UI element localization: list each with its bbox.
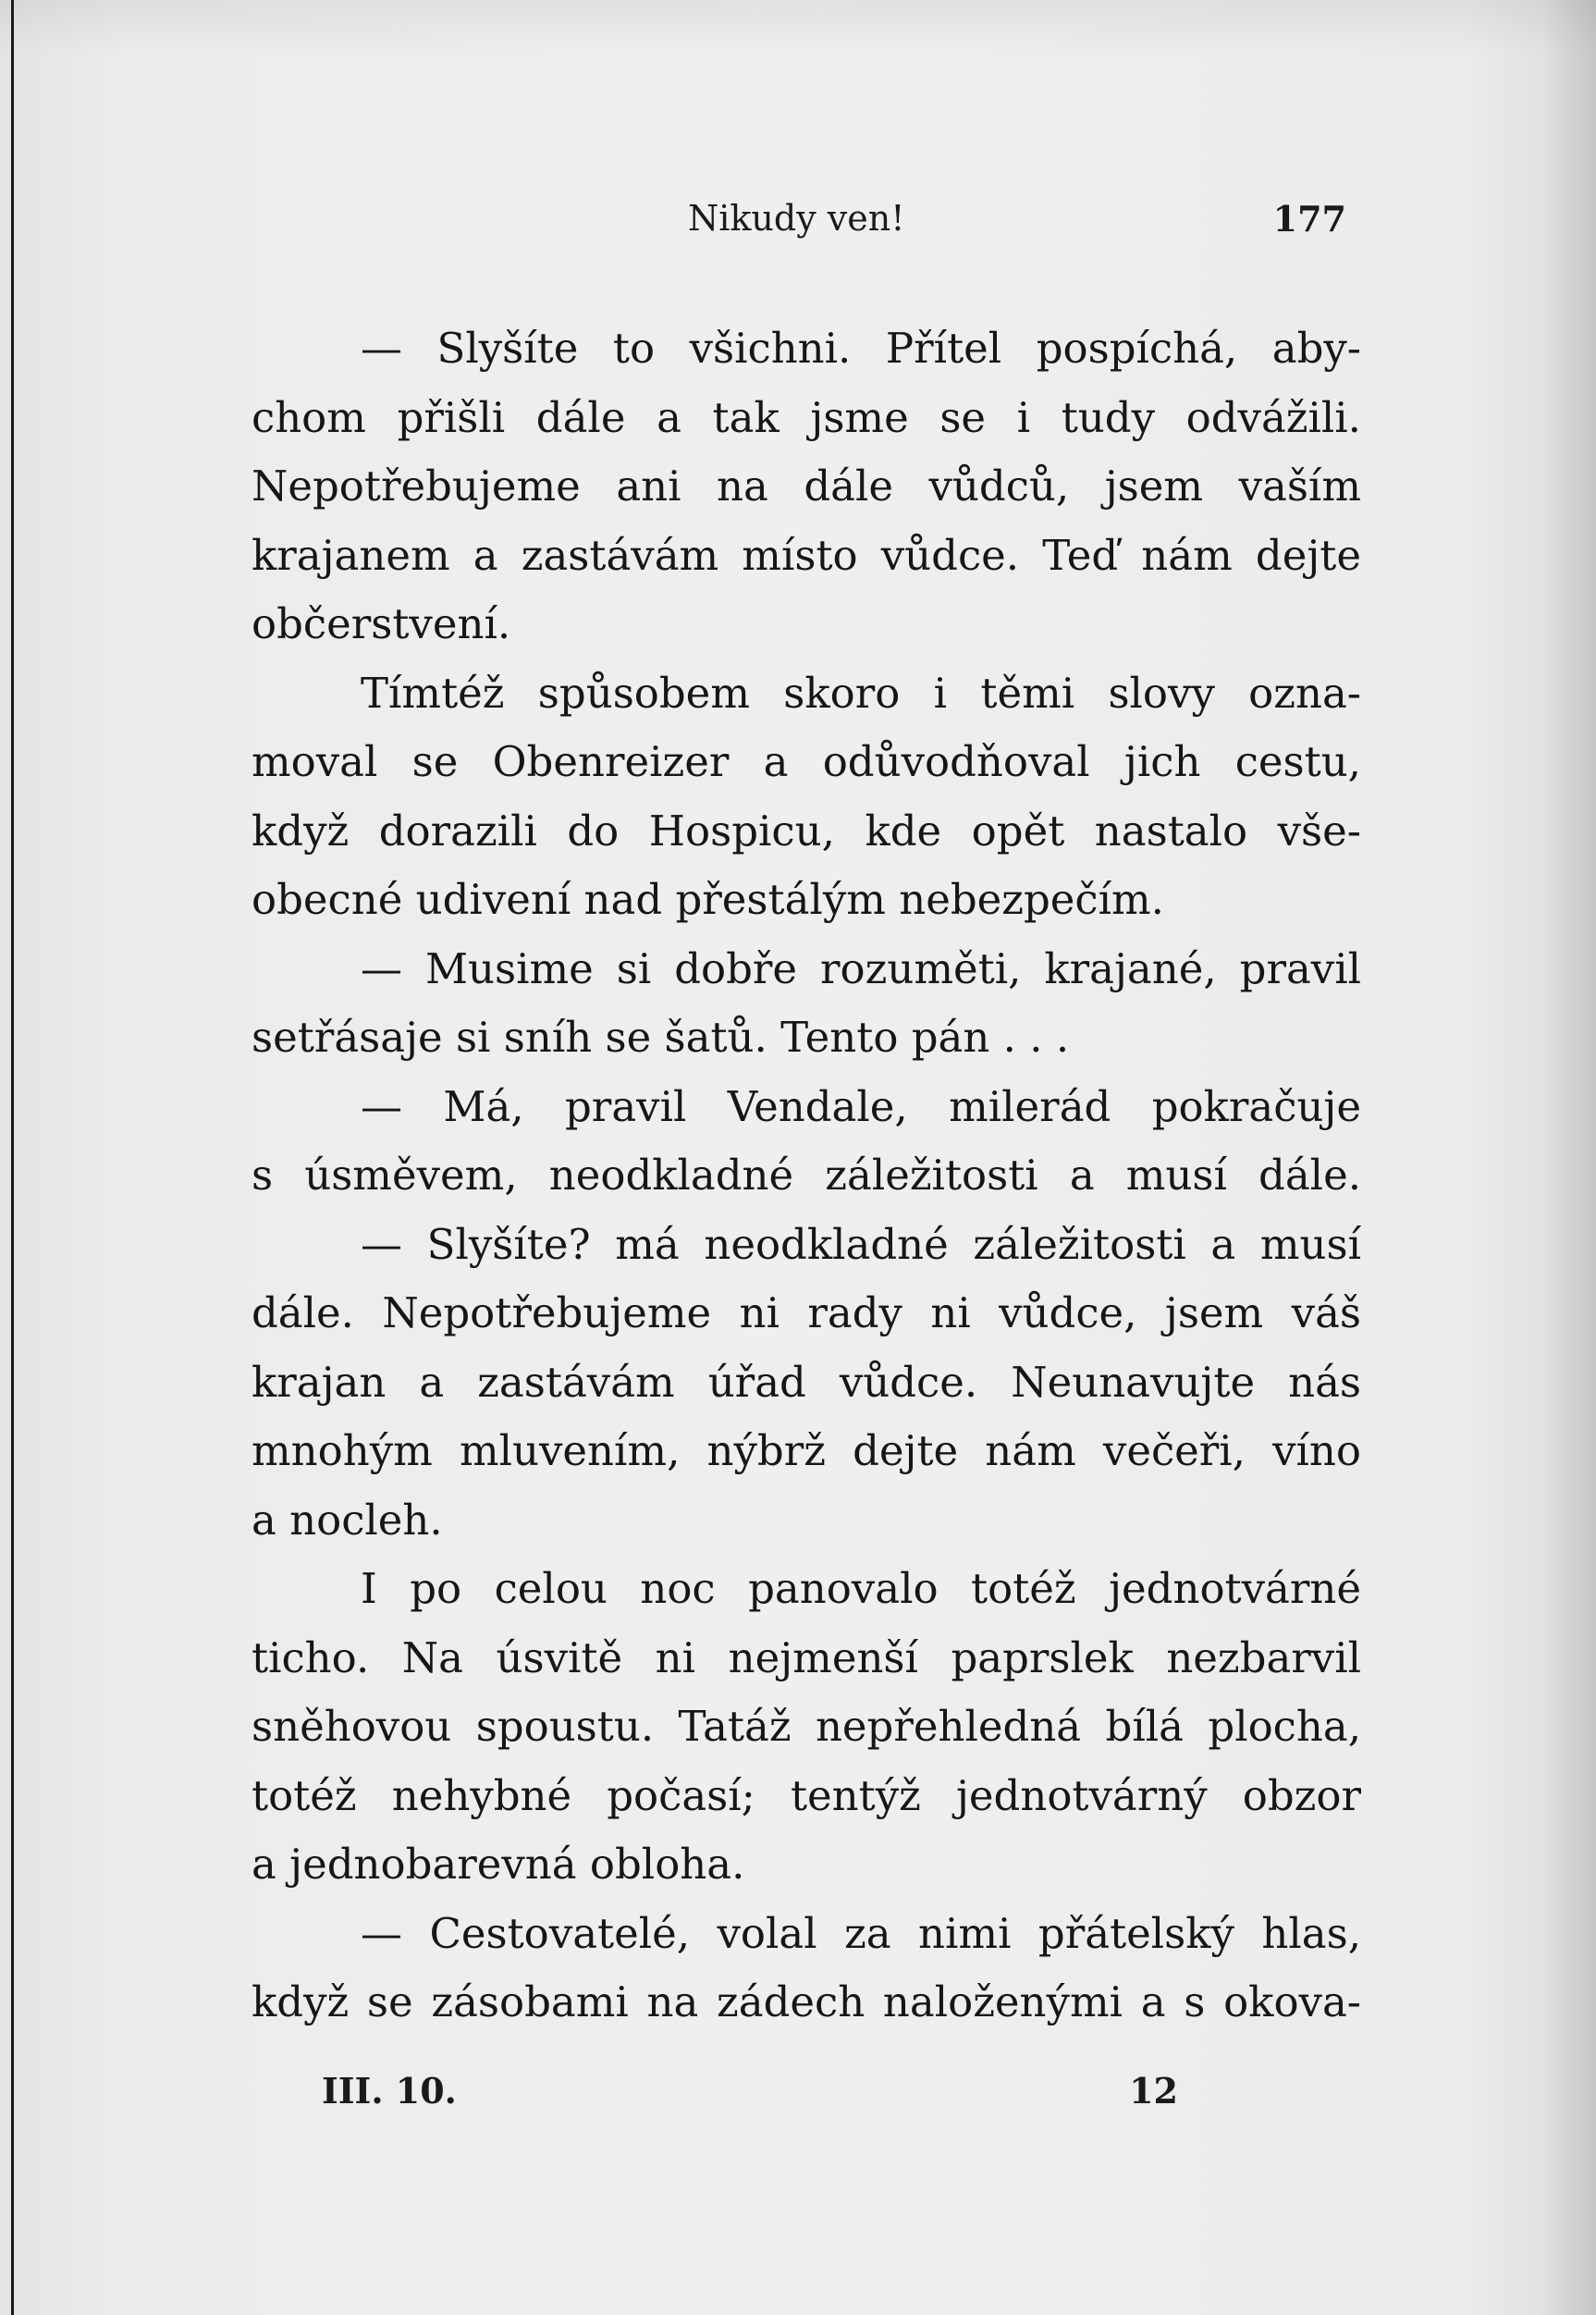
text-line: — Musime si dobře rozuměti, krajané, pravil (361, 943, 1361, 993)
text-line: moval se Obenreizer a odůvodňoval jich cestu, (252, 737, 1361, 786)
text-line: Tímtéž spůsobem skoro i těmi slovy ozna- (361, 668, 1361, 718)
body-text (252, 314, 1361, 2038)
text-line: dále. Nepotřebujeme ni rady ni vůdce, jsem váš (252, 1288, 1361, 1337)
text-line: mnohým mluvením, nýbrž dejte nám večeři, víno (252, 1426, 1361, 1475)
text-line: setřásaje si sníh se šatů. Tento pán . . . (252, 1013, 1070, 1062)
text-line: ticho. Na úsvitě ni nejmenší paprslek nezbarvil (252, 1632, 1361, 1682)
text-line: totéž nehybné počasí; tentýž jednotvárný obzor (252, 1770, 1361, 1820)
text-line: když se zásobami na zádech naloženými a s okova- (252, 1977, 1361, 2026)
text-line: sněhovou spoustu. Tatáž nepřehledná bílá plocha, (252, 1702, 1361, 1751)
text-line: a jednobarevná obloha. (252, 1840, 745, 1889)
text-line: krajan a zastávám úřad vůdce. Neunavujte nás (252, 1357, 1361, 1407)
running-head (252, 198, 1346, 250)
running-title: Nikudy ven! (688, 198, 905, 239)
page-number: 177 (1272, 198, 1346, 240)
binding-edge (11, 0, 14, 2315)
text-line: krajanem a zastávám místo vůdce. Teď nám dejte (252, 530, 1361, 580)
page-footer (322, 2070, 1178, 2122)
page-top-shadow (0, 0, 1596, 55)
text-line: — Slyšíte to všichni. Přítel pospíchá, aby- (361, 324, 1361, 373)
text-line: obecné udivení nad přestálým nebezpečím. (252, 875, 1164, 924)
footer-signature: III. 10. (322, 2070, 457, 2112)
text-line: chom přišli dále a tak jsme se i tudy odvážili. (252, 392, 1361, 442)
text-line: s úsměvem, neodkladné záležitosti a musí dále. (252, 1151, 1361, 1200)
text-line: — Má, pravil Vendale, milerád pokračuje (361, 1081, 1361, 1131)
text-line: a nocleh. (252, 1495, 443, 1545)
footer-sheet-number: 12 (1129, 2070, 1178, 2112)
text-line: občerstvení. (252, 599, 511, 648)
text-line: — Cestovatelé, volal za nimi přátelský hlas, (361, 1908, 1361, 1958)
page-edge-shadow (1541, 0, 1596, 2315)
text-line: když dorazili do Hospicu, kde opět nastalo vše- (252, 806, 1361, 856)
text-line: I po celou noc panovalo totéž jednotvárné (361, 1564, 1361, 1613)
text-line: — Slyšíte? má neodkladné záležitosti a musí (361, 1219, 1361, 1269)
text-line: Nepotřebujeme ani na dále vůdců, jsem vaším (252, 462, 1361, 511)
